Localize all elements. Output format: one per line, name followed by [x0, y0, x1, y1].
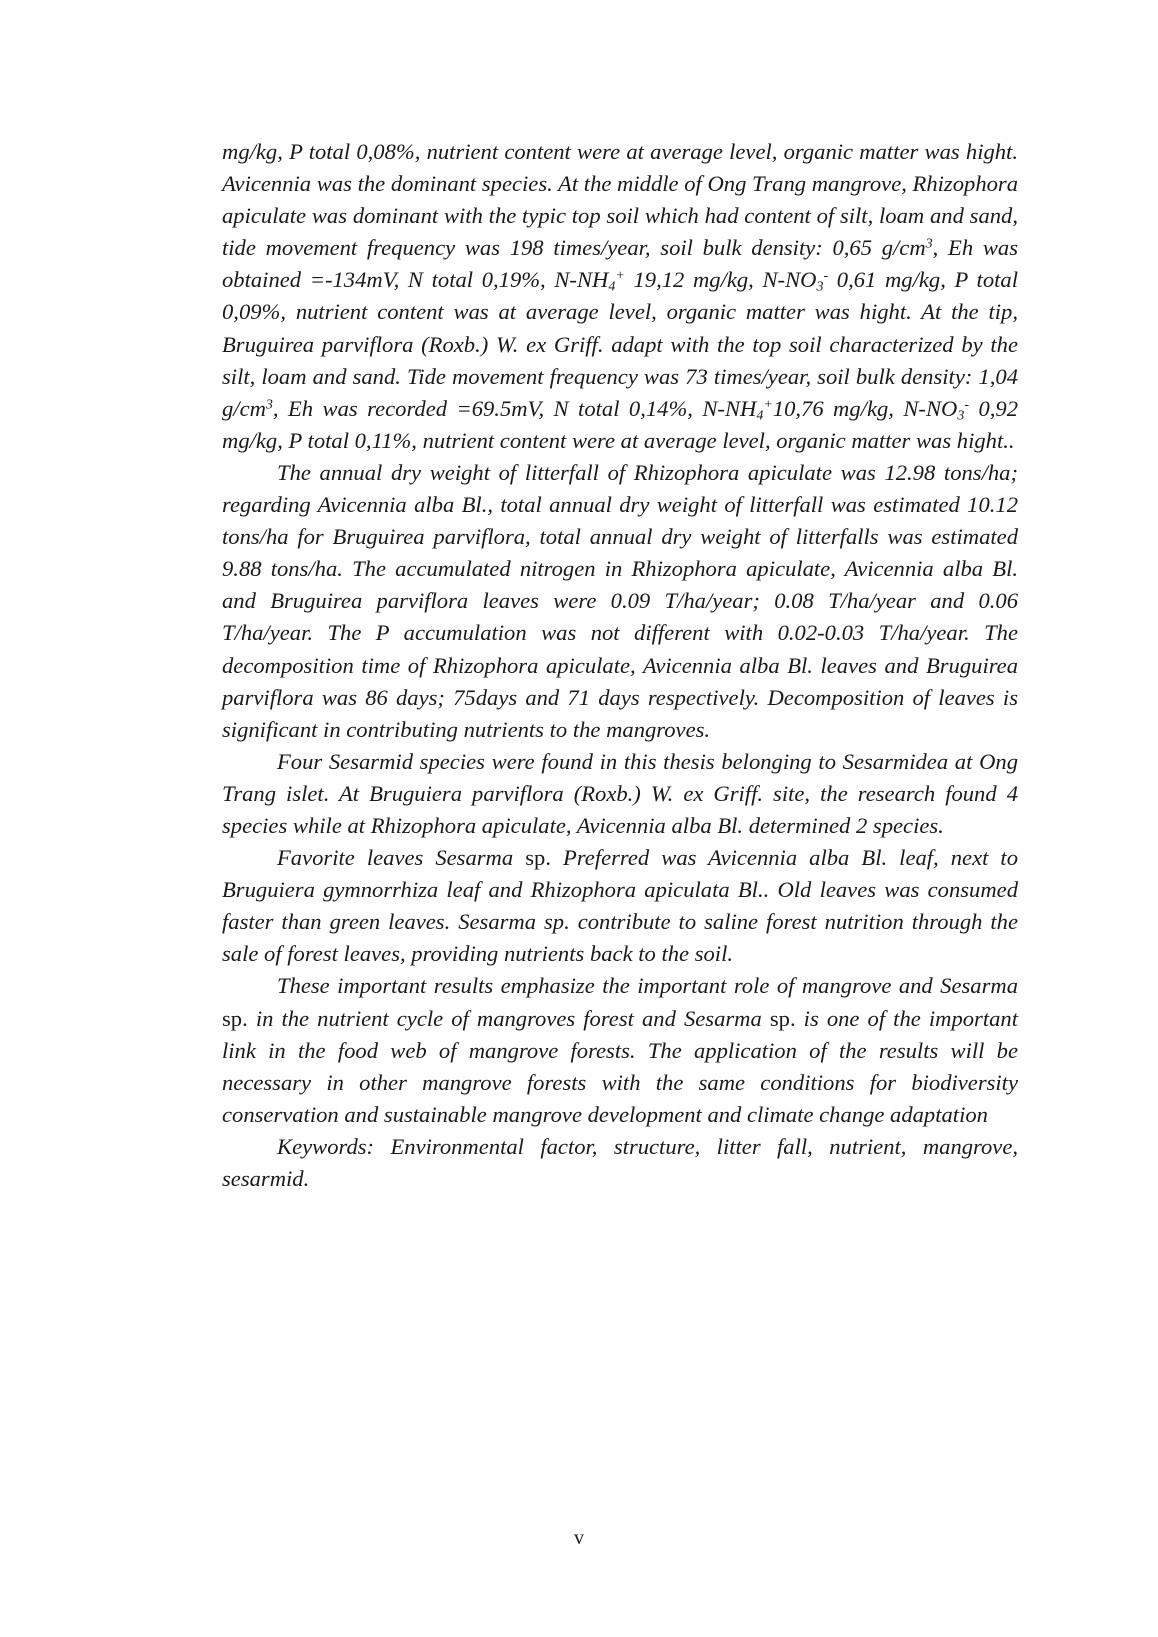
text-run: , Eh was obtained =-134mV, N total 0,19%, N-NH: [222, 235, 1018, 293]
paragraph-litterfall: The annual dry weight of litterfall of Rhizophora apiculate was 12.98 tons/ha; regarding Avicennia alba Bl., total annual dry weight of litterfall was estimated 10.12 tons/ha for Bruguirea parviflora, total annual dry weight of litterfalls was estimated 9.88 tons/ha. The accumulated nitrogen in Rhizophora apiculate, Avicennia alba Bl. and Bruguirea parviflora leaves were 0.09 T/ha/year; 0.08 T/ha/year and 0.06 T/ha/year. The P accumulation was not different with 0.02-0.03 T/ha/year. The decomposition time of Rhizophora apiculate, Avicennia alba Bl. leaves and Bruguirea parviflora was 86 days; 75days and 71 days respectively. Decomposition of leaves is significant in contributing nutrients to the mangroves.: [222, 459, 1018, 742]
text-run-upright: sp.: [525, 845, 551, 871]
text-run: These important results emphasize the important role of mangrove and Sesarma: [277, 973, 1018, 999]
text-run: Preferred was Avicennia alba Bl. leaf, next to Bruguiera gymnorrhiza leaf and Rhizophora apiculata Bl.. Old leaves was consumed faster than green leaves. Sesarma sp. contribute to saline forest nutrition through the sale of forest leaves, providing nutrients back to the soil.: [222, 845, 1019, 967]
superscript: +: [763, 397, 773, 413]
subscript: 4: [608, 279, 616, 295]
text-run: Favorite leaves Sesarma: [277, 845, 526, 871]
subscript: 3: [816, 279, 824, 295]
subscript: 3: [957, 408, 965, 424]
text-run: mg/kg, P total 0,08%, nutrient content were at average level, organic matter was hight. Avicennia was the dominant species. At the middle of Ong Trang mangrove, Rhizophora apiculate was dominant with the typic top soil which had content of silt, loam and sand, tide movement frequency was 198 times/year, soil bulk density: 0,65 g/cm: [222, 139, 1018, 261]
paragraph-conclusion: [222, 970, 1018, 1130]
paragraph-leaf-preference: [222, 842, 1018, 970]
text-run-upright: sp.: [769, 1005, 796, 1031]
text-run: 0,61 mg/kg, P total 0,09%, nutrient content was at average level, organic matter was hight. At the tip, Bruguirea parviflora (Roxb.) W. ex Griff. adapt with the top soil characterized by the silt, loam and sand. Tide movement frequency was 73 times/year, soil bulk density: 1,04 g/cm: [222, 267, 1018, 421]
subscript: 4: [756, 408, 764, 424]
text-run-upright: sp.: [222, 1005, 248, 1031]
text-run: is one of the important link in the food web of mangrove forests. The application of the results will be necessary in other mangrove forests with the same conditions for biodiversity conservation and sustainable mangrove development and climate change adaptation: [222, 1005, 1018, 1127]
paragraph-soil-conditions: [222, 136, 1018, 457]
text-run: 0,92 mg/kg, P total 0,11%, nutrient content were at average level, organic matter was hight..: [222, 395, 1018, 453]
text-run: 19,12 mg/kg, N-NO: [624, 267, 817, 293]
text-run: 10,76 mg/kg, N-NO: [772, 395, 958, 421]
abstract-body: [222, 136, 1018, 1195]
keywords-line: Keywords: Environmental factor, structure, litter fall, nutrient, mangrove, sesarmid.: [222, 1133, 1018, 1191]
superscript: 3: [925, 236, 933, 252]
superscript: -: [823, 268, 829, 284]
superscript: +: [615, 268, 625, 284]
text-run: , Eh was recorded =69.5mV, N total 0,14%, N-NH: [272, 395, 757, 421]
superscript: 3: [265, 397, 273, 413]
text-run: in the nutrient cycle of mangroves forest and Sesarma: [247, 1005, 770, 1031]
page-number: v: [574, 1527, 584, 1549]
paragraph-sesarmid-species: Four Sesarmid species were found in this thesis belonging to Sesarmidea at Ong Trang islet. At Bruguiera parviflora (Roxb.) W. ex Griff. site, the research found 4 species while at Rhizophora apiculate, Avicennia alba Bl. determined 2 species.: [222, 748, 1018, 838]
superscript: -: [964, 397, 970, 413]
